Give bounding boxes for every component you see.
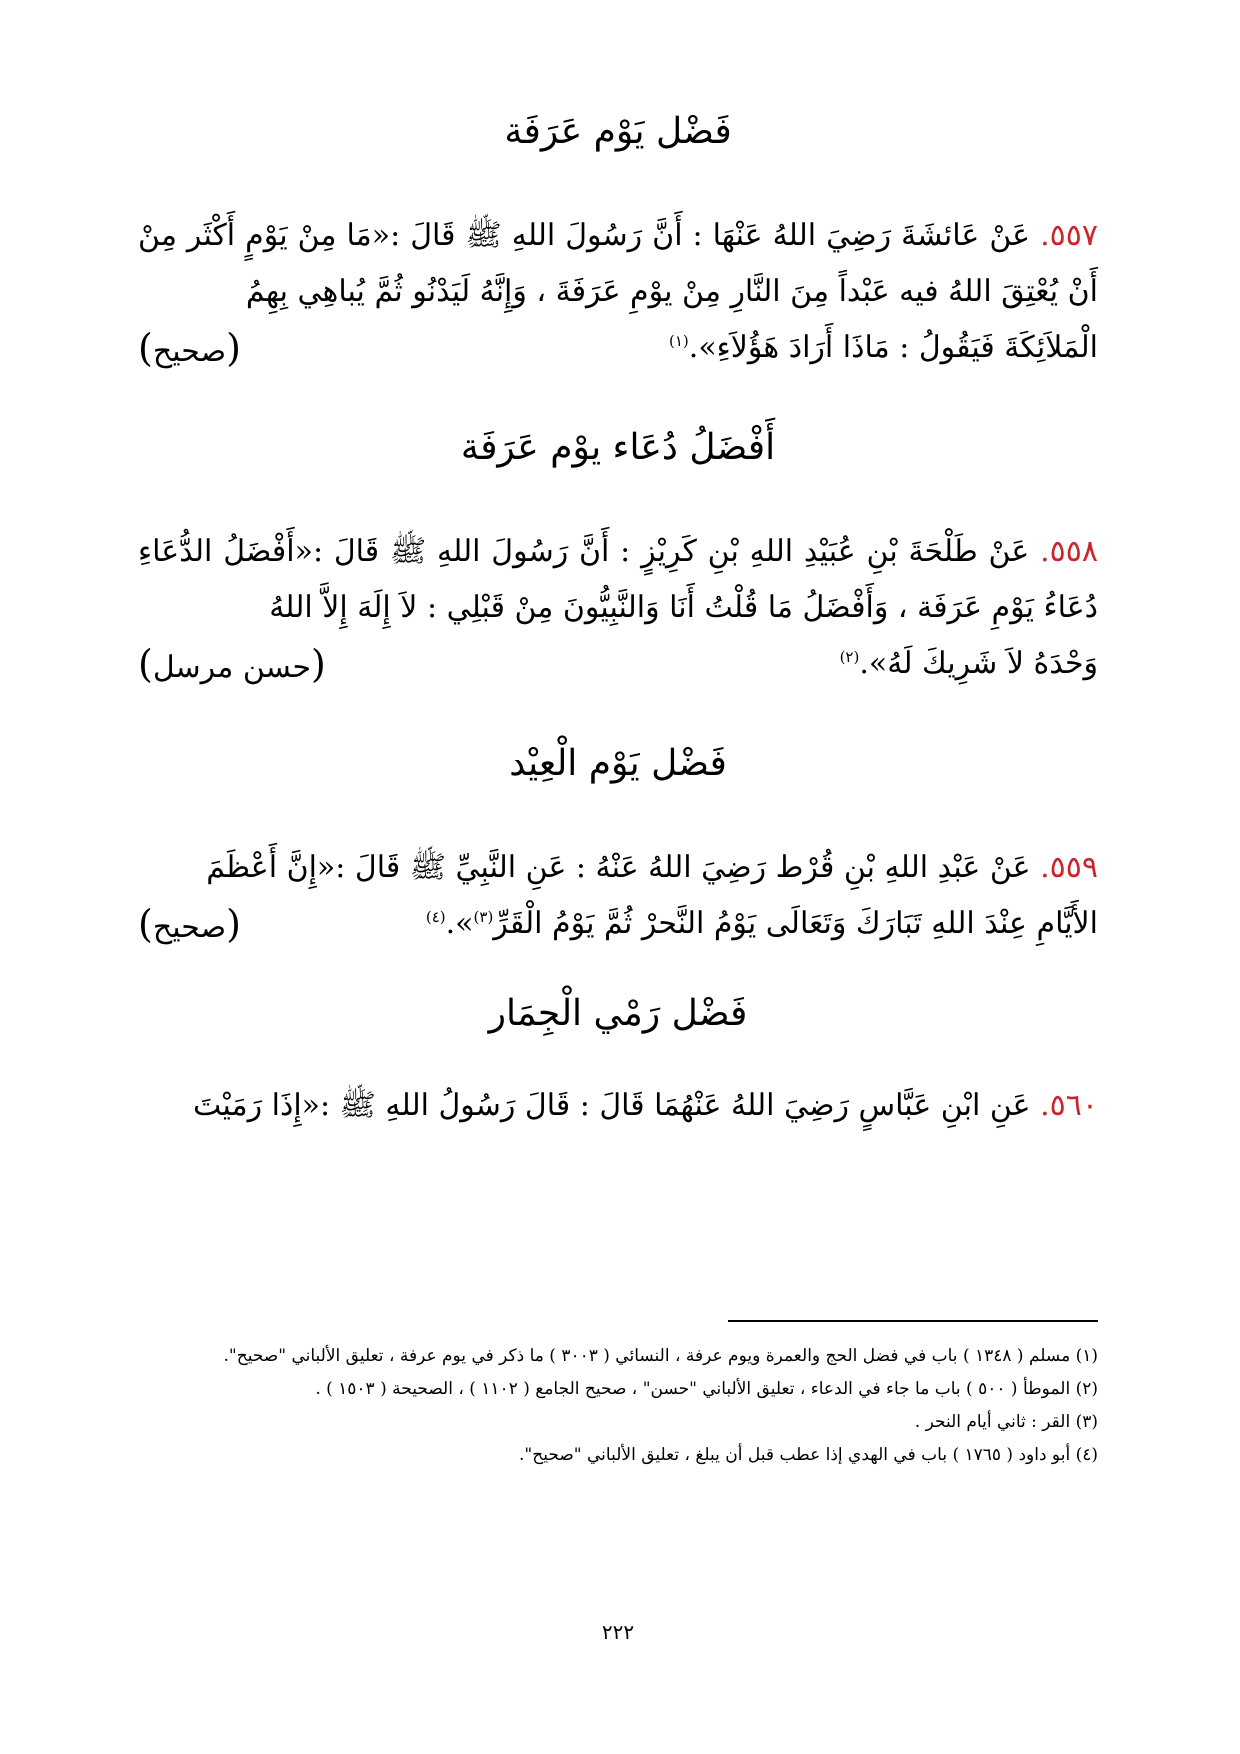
page bbox=[138, 100, 1098, 1700]
footnote-2: (٢) الموطأ ( ٥٠٠ ) باب ما جاء في الدعاء ، تعليق الألباني "حسن" ، صحيح الجامع ( ١١٠٢ ) ، الصحيحة ( ١٥٠٣ ) . bbox=[315, 1379, 1098, 1399]
hadith-text-line: عَنْ عَائشَةَ رَضِيَ اللهُ عَنْهَا : أَنَّ رَسُولَ اللهِ ﷺ قَالَ :«مَا مِنْ يَوْمٍ bbox=[245, 218, 1031, 253]
section-title-4: فَضْل رَمْي الْجِمَار bbox=[488, 993, 748, 1034]
hadith-grade: (صحيح) bbox=[138, 326, 241, 370]
hadith-text-line: عَنْ عَبْدِ اللهِ بْنِ قُرْط رَضِيَ اللهُ عَنْهُ : عَنِ النَّبِيِّ ﷺ قَالَ :«إِنَّ أَعْظَمَ bbox=[206, 850, 1031, 885]
footnote-ref: (١) bbox=[669, 332, 689, 350]
footnote-3: (٣) القر : ثاني أيام النحر . bbox=[914, 1412, 1098, 1432]
footnote-ref: (٢) bbox=[839, 648, 860, 666]
hadith-560 bbox=[138, 1078, 1098, 1134]
footnote-4: (٤) أبو داود ( ١٧٦٥ ) باب في الهدي إذا عطب قبل أن يبلغ ، تعليق الألباني "صحيح". bbox=[519, 1445, 1098, 1465]
hadith-last-line: الْمَلاَئِكَةَ فَيَقُولُ : مَاذَا أَرَادَ هَؤُلاَءِ». bbox=[688, 330, 1098, 365]
footnote-ref: (٣) bbox=[473, 908, 494, 926]
hadith-number: ٥٦٠. bbox=[1040, 1088, 1098, 1123]
section-title-1: فَضْل يَوْم عَرَفَة bbox=[504, 111, 732, 152]
hadith-text-line: عَنِ ابْنِ عَبَّاسٍ رَضِيَ اللهُ عَنْهُمَا قَالَ : قَالَ رَسُولُ اللهِ ﷺ :«إِذَا رَمَيْتَ bbox=[193, 1088, 1031, 1123]
page-number: ٢٢٢ bbox=[601, 1620, 635, 1644]
section-title-3: فَضْل يَوْم الْعِيْد bbox=[509, 743, 727, 784]
hadith-last-line: وَحْدَهُ لاَ شَرِيكَ لَهُ». bbox=[859, 646, 1098, 681]
hadith-557 bbox=[138, 208, 1098, 380]
hadith-grade: (حسن مرسل) bbox=[138, 642, 326, 686]
footnote-divider bbox=[728, 1320, 1098, 1322]
section-title-2: أَفْضَلُ دُعَاء يوْم عَرَفَة bbox=[460, 427, 776, 468]
hadith-number: ٥٥٩. bbox=[1040, 850, 1098, 885]
hadith-559: ٥٥٩. عَنْ عَبْدِ اللهِ بْنِ قُرْط رَضِيَ اللهُ عَنْهُ : عَنِ النَّبِيِّ ﷺ قَالَ :«إِنَّ أَعْظَمَ الأَيَّامِ عِنْدَ اللهِ تَبَارَكَ وَتَعَالَى يَوْمُ النَّحرْ ثُمَّ يَوْمُ الْقَرِّ$^{(٣)}$».$^{(٤)}$ (صحيح) bbox=[138, 840, 1098, 956]
hadith-text-line: عَنْ طَلْحَةَ بْنِ عُبَيْدِ اللهِ بْنِ كَرِيْزٍ : أَنَّ رَسُولَ اللهِ ﷺ قَالَ :«أَفْضَلُ bbox=[223, 534, 1030, 569]
footnote-1: (١) مسلم ( ١٣٤٨ ) باب في فضل الحج والعمرة ويوم عرفة ، النسائي ( ٣٠٠٣ ) ما ذكر في يوم عرفة ، تعليق الألباني "صحيح". bbox=[223, 1346, 1098, 1366]
footnotes bbox=[138, 1340, 1098, 1472]
hadith-last-line: الأَيَّامِ عِنْدَ اللهِ تَبَارَكَ وَتَعَالَى يَوْمُ النَّحرْ ثُمَّ يَوْمُ الْقَرِّ bbox=[493, 906, 1098, 941]
hadith-text-line: أَكْثَر مِنْ أَنْ يُعْتِقَ اللهُ فيه عَبْداً مِنَ النَّارِ مِنْ يوْمِ عَرَفَةَ ، وَإِنَّهُ لَيَدْنُو ثُمَّ يُباهِي بِهِمُ bbox=[138, 218, 1098, 309]
hadith-text-line: الدُّعَاءِ دُعَاءُ يَوْمِ عَرَفَة ، وَأَفْضَلُ مَا قُلْتُ أَنَا وَالنَّبِيُّونَ مِنْ قَبْلِي : لاَ إِلَهَ إِلاَّ اللهُ bbox=[138, 534, 1098, 625]
hadith-number: ٥٥٧. bbox=[1040, 218, 1098, 253]
footnote-ref: (٤) bbox=[425, 908, 446, 926]
hadith-558 bbox=[138, 524, 1098, 696]
hadith-number: ٥٥٨. bbox=[1040, 534, 1098, 569]
hadith-grade: (صحيح) bbox=[138, 902, 241, 946]
